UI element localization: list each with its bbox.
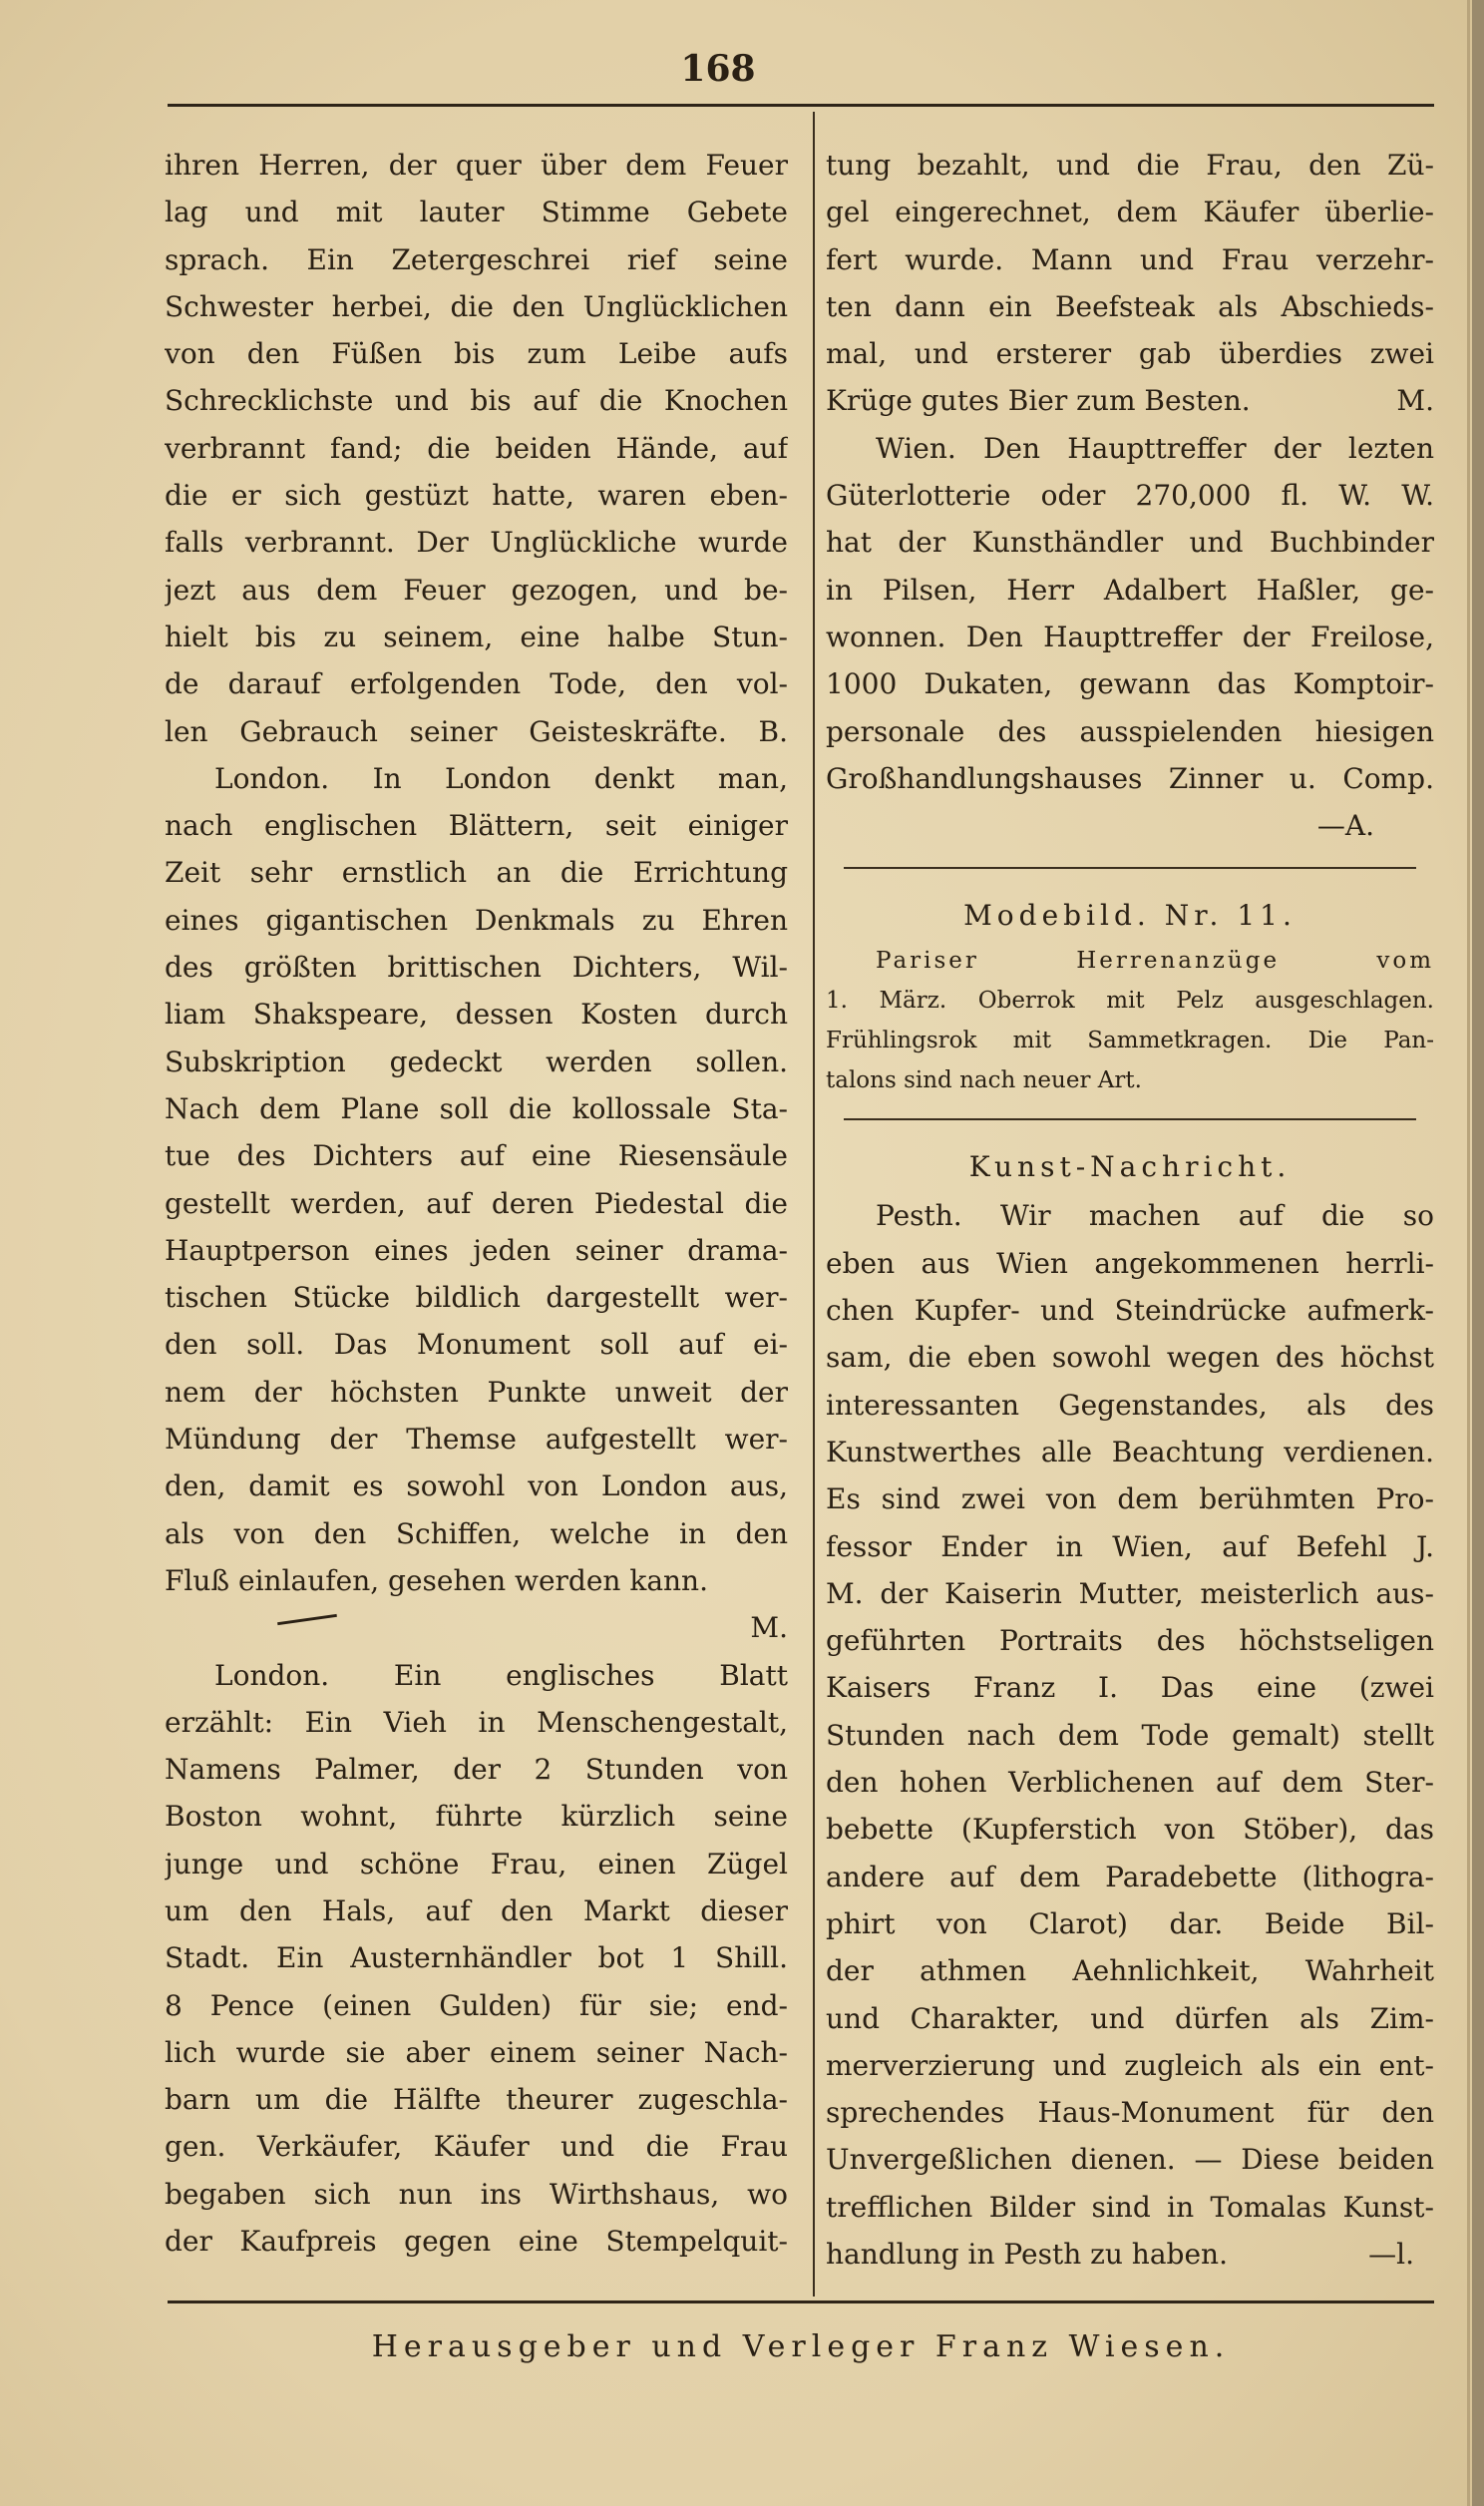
article-line: personale des ausspielenden hiesigen	[826, 714, 1434, 748]
article-line: um den Hals, auf den Markt dieser	[165, 1893, 788, 1927]
article-line: 8 Pence (einen Gulden) für sie; end-	[165, 1988, 788, 2022]
article-line: tung bezahlt, und die Frau, den Zü-	[826, 149, 1434, 182]
article-line: trefflichen Bilder sind in Tomalas Kunst-	[826, 2190, 1434, 2224]
article-line: merverzierung und zugleich als ein ent-	[826, 2048, 1434, 2082]
article-line: junge und schöne Frau, einen Zügel	[165, 1847, 788, 1880]
modebild-heading: Modebild. Nr. 11.	[963, 899, 1297, 933]
article-line: Unvergeßlichen dienen. — Diese beiden	[826, 2143, 1434, 2177]
article-line: falls verbrannt. Der Unglückliche wurde	[165, 526, 788, 560]
right-column	[826, 142, 1434, 2278]
article-line: 1000 Dukaten, gewann das Komptoir-	[826, 667, 1434, 701]
column-divider	[813, 112, 815, 2297]
article-line: phirt von Clarot) dar. Beide Bil-	[826, 1906, 1434, 1940]
article-line: Kunstwerthes alle Beachtung verdienen.	[826, 1435, 1434, 1468]
article-line: liam Shakspeare, dessen Kosten durch	[165, 998, 788, 1032]
article-line: die er sich gestüzt hatte, waren eben-	[165, 479, 788, 513]
article-line: lich wurde sie aber einem seiner Nach-	[165, 2035, 788, 2069]
article-line: sprach. Ein Zetergeschrei rief seine	[165, 242, 788, 276]
article-line: verbrannt fand; die beiden Hände, auf	[165, 431, 788, 465]
page-edge-shadow	[1472, 0, 1484, 2506]
article-line: Schwester herbei, die den Unglücklichen	[165, 289, 788, 323]
article-line: London. Ein englisches Blatt	[214, 1658, 788, 1692]
article-line: andere auf dem Paradebette (lithogra-	[826, 1860, 1434, 1893]
section-divider	[844, 1118, 1416, 1120]
article-line: nach englischen Blättern, seit einiger	[165, 809, 788, 843]
article-signature: M.	[750, 1611, 788, 1645]
article-line: begaben sich nun ins Wirthshaus, wo	[165, 2177, 788, 2211]
article-line: Schrecklichste und bis auf die Knochen	[165, 384, 788, 418]
article-line: fert wurde. Mann und Frau verzehr-	[826, 242, 1434, 276]
article-line: Güterlotterie oder 270,000 fl. W. W.	[826, 479, 1434, 513]
article-line: Fluß einlaufen, gesehen werden kann.	[165, 1563, 708, 1597]
article-line: gel eingerechnet, dem Käufer überlie-	[826, 196, 1434, 229]
article-line: tue des Dichters auf eine Riesensäule	[165, 1139, 788, 1173]
article-line: Zeit sehr ernstlich an die Errichtung	[165, 856, 788, 890]
article-line: den soll. Das Monument soll auf ei-	[165, 1328, 788, 1362]
article-line: jezt aus dem Feuer gezogen, und be-	[165, 573, 788, 607]
article-line: sprechendes Haus-Monument für den	[826, 2096, 1434, 2130]
article-line: Subskription gedeckt werden sollen.	[165, 1044, 788, 1078]
article-line: nem der höchsten Punkte unweit der	[165, 1375, 788, 1409]
article-line: barn um die Hälfte theurer zugeschla-	[165, 2083, 788, 2117]
modebild-line: Pariser Herrenanzüge vom	[876, 948, 1434, 975]
article-line: Namens Palmer, der 2 Stunden von	[165, 1753, 788, 1787]
page-edge-line	[1467, 0, 1470, 2506]
bottom-rule	[168, 2300, 1434, 2303]
article-line: Mündung der Themse aufgestellt wer-	[165, 1423, 788, 1457]
article-line: chen Kupfer- und Steindrücke aufmerk-	[826, 1294, 1434, 1328]
article-line: den hohen Verblichenen auf dem Ster-	[826, 1766, 1434, 1800]
article-line: eben aus Wien angekommenen herrli-	[826, 1246, 1434, 1280]
article-line: eines gigantischen Denkmals zu Ehren	[165, 903, 788, 937]
article-line: London. In London denkt man,	[214, 761, 788, 795]
modebild-line: talons sind nach neuer Art.	[826, 1067, 1142, 1094]
article-line: als von den Schiffen, welche in den	[165, 1516, 788, 1550]
article-line: Boston wohnt, führte kürzlich seine	[165, 1800, 788, 1834]
article-line: mal, und ersterer gab überdies zwei	[826, 337, 1434, 371]
article-line: Nach dem Plane soll die kollossale Sta-	[165, 1091, 788, 1125]
modebild-line: 1. März. Oberrok mit Pelz ausgeschlagen.	[826, 988, 1434, 1015]
article-line: Pesth. Wir machen auf die so	[876, 1199, 1434, 1233]
article-line: hielt bis zu seinem, eine halbe Stun-	[165, 620, 788, 653]
article-line: interessanten Gegenstandes, als des	[826, 1388, 1434, 1422]
article-line: handlung in Pesth zu haben. —l.	[826, 2231, 1434, 2278]
article-line: der athmen Aehnlichkeit, Wahrheit	[826, 1954, 1434, 1988]
left-column	[165, 142, 788, 2265]
article-line: ten dann ein Beefsteak als Abschieds-	[826, 289, 1434, 323]
article-line: Großhandlungshauses Zinner u. Comp.	[826, 761, 1434, 795]
article-line: und Charakter, und dürfen als Zim-	[826, 2001, 1434, 2035]
article-line: Wien. Den Haupttreffer der lezten	[876, 431, 1434, 465]
article-line: von den Füßen bis zum Leibe aufs	[165, 337, 788, 371]
article-line: des größten brittischen Dichters, Wil-	[165, 951, 788, 985]
article-signature: —A.	[1316, 809, 1374, 843]
section-divider	[844, 867, 1416, 869]
article-line: Es sind zwei von dem berühmten Pro-	[826, 1482, 1434, 1516]
modebild-line: Frühlingsrok mit Sammetkragen. Die Pan-	[826, 1028, 1434, 1054]
article-line: der Kaufpreis gegen eine Stempelquit-	[165, 2225, 788, 2259]
article-line: Stunden nach dem Tode gemalt) stellt	[826, 1718, 1434, 1752]
page-number: 168	[680, 48, 756, 90]
article-line: Stadt. Ein Austernhändler bot 1 Shill.	[165, 1941, 788, 1975]
article-line: len Gebrauch seiner Geisteskräfte. B.	[165, 714, 788, 748]
article-line: gen. Verkäufer, Käufer und die Frau	[165, 2130, 788, 2164]
article-line: hat der Kunsthändler und Buchbinder	[826, 526, 1434, 560]
article-signature: —l.	[1368, 2237, 1414, 2271]
article-line: bebette (Kupferstich von Stöber), das	[826, 1813, 1434, 1847]
article-line: tischen Stücke bildlich dargestellt wer-	[165, 1281, 788, 1315]
article-line: Krüge gutes Bier zum Besten. M.	[826, 377, 1434, 424]
kunst-nachricht-heading: Kunst-Nachricht.	[968, 1150, 1292, 1184]
article-line: ihren Herren, der quer über dem Feuer	[165, 149, 788, 182]
article-line: den, damit es sowohl von London aus,	[165, 1469, 788, 1503]
article-line: fessor Ender in Wien, auf Befehl J.	[826, 1529, 1434, 1563]
article-line: lag und mit lauter Stimme Gebete	[165, 196, 788, 229]
article-line: sam, die eben sowohl wegen des höchst	[826, 1341, 1434, 1375]
article-signature: M.	[1396, 384, 1434, 418]
article-line: wonnen. Den Haupttreffer der Freilose,	[826, 620, 1434, 653]
publisher-footer: Herausgeber und Verleger Franz Wiesen.	[371, 2329, 1231, 2364]
article-line: gestellt werden, auf deren Piedestal die	[165, 1186, 788, 1220]
article-line: de darauf erfolgenden Tode, den vol-	[165, 667, 788, 701]
top-rule	[168, 104, 1434, 107]
article-line: Kaisers Franz I. Das eine (zwei	[826, 1671, 1434, 1705]
article-line: geführten Portraits des höchstseligen	[826, 1624, 1434, 1658]
article-line: Hauptperson eines jeden seiner drama-	[165, 1233, 788, 1267]
article-line: in Pilsen, Herr Adalbert Haßler, ge-	[826, 573, 1434, 607]
article-line: M. der Kaiserin Mutter, meisterlich aus-	[826, 1576, 1434, 1610]
article-line: erzählt: Ein Vieh in Menschengestalt,	[165, 1705, 788, 1739]
